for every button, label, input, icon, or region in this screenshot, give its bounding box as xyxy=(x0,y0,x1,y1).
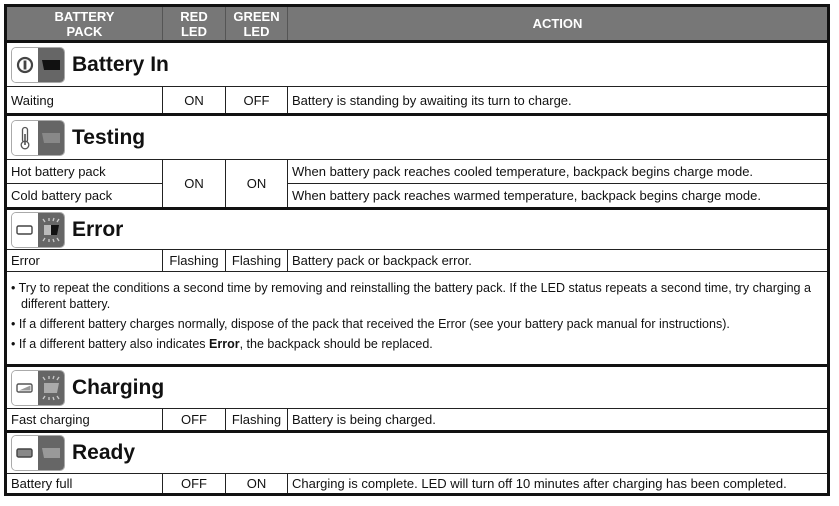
battery-pack-cell: Error xyxy=(11,253,40,268)
header-text: LED xyxy=(243,23,270,39)
green-led-cell: ON xyxy=(225,160,287,207)
red-led-cell: ON xyxy=(162,87,225,113)
red-led-cell: OFF xyxy=(162,409,225,430)
note-text: , the backpack should be replaced. xyxy=(239,337,433,351)
header-green-led xyxy=(225,7,287,40)
section-title: Testing xyxy=(72,125,146,149)
power-and-battery-icon xyxy=(11,47,65,83)
green-led-cell: Flashing xyxy=(225,250,287,271)
section-title: Charging xyxy=(72,375,165,399)
table-row xyxy=(7,86,827,113)
action-cell: When battery pack reaches cooled temperature, backpack begins charge mode. xyxy=(292,164,754,180)
section-heading-testing xyxy=(7,113,827,159)
table-row xyxy=(7,408,827,430)
red-led-cell: ON xyxy=(162,160,225,207)
header-text: BATTERY xyxy=(54,8,115,24)
note-text: • If a different battery also indicates xyxy=(11,337,210,351)
battery-pack-cell: Cold battery pack xyxy=(7,183,162,207)
full-battery-icon xyxy=(11,435,65,471)
header-text: LED xyxy=(180,23,207,39)
red-led-cell: Flashing xyxy=(162,250,225,271)
header-text: GREEN xyxy=(233,8,280,24)
battery-pack-cell: Waiting xyxy=(11,92,54,108)
table-header xyxy=(7,7,827,40)
green-led-cell: ON xyxy=(225,474,287,493)
action-cell: When battery pack reaches warmed temperature, backpack begins charge mode. xyxy=(288,183,827,207)
green-led-cell: OFF xyxy=(225,87,287,113)
section-heading-ready xyxy=(7,430,827,473)
table-row-group xyxy=(7,159,827,207)
header-text: PACK xyxy=(66,23,103,39)
action-cell: Charging is complete. LED will turn off 10 minutes after charging has been completed. xyxy=(287,474,827,493)
action-cell: Battery is being charged. xyxy=(287,409,827,430)
header-action: ACTION xyxy=(287,7,827,40)
note-item: • If a different battery charges normally, dispose of the pack that received the Error (see your battery pack manual for instructions). xyxy=(11,317,730,331)
note-bold-text: Error xyxy=(209,337,240,351)
section-title: Error xyxy=(72,217,124,241)
section-heading-battery-in xyxy=(7,40,827,86)
header-red-led xyxy=(162,7,225,40)
note-item: • Try to repeat the conditions a second time by removing and reinstalling the battery pack. If the LED status repeats a second time, try charging a different battery. xyxy=(11,281,811,311)
header-text: RED xyxy=(180,8,208,24)
battery-pack-cell: Battery full xyxy=(11,476,73,491)
action-cells xyxy=(287,160,827,207)
error-notes-text xyxy=(7,272,827,364)
flashing-charging-icon xyxy=(11,370,65,406)
green-led-cell: Flashing xyxy=(225,409,287,430)
flashing-error-icon xyxy=(11,212,65,248)
battery-pack-cells xyxy=(7,160,162,207)
red-led-cell: OFF xyxy=(162,474,225,493)
table-row xyxy=(7,473,827,493)
header-battery-pack xyxy=(7,7,162,40)
section-title: Ready xyxy=(72,441,136,464)
section-heading-error xyxy=(7,207,827,249)
battery-status-table xyxy=(4,4,830,496)
battery-pack-cell: Fast charging xyxy=(11,412,90,427)
section-title: Battery In xyxy=(72,52,169,76)
section-heading-charging xyxy=(7,364,827,408)
note-item xyxy=(11,336,823,352)
table-row xyxy=(7,249,827,271)
action-cell: Battery pack or backpack error. xyxy=(287,250,827,271)
thermometer-icon xyxy=(11,120,65,156)
error-notes xyxy=(7,271,827,364)
action-cell: Battery is standing by awaiting its turn to charge. xyxy=(287,87,827,113)
battery-pack-cell: Hot battery pack xyxy=(11,164,106,180)
